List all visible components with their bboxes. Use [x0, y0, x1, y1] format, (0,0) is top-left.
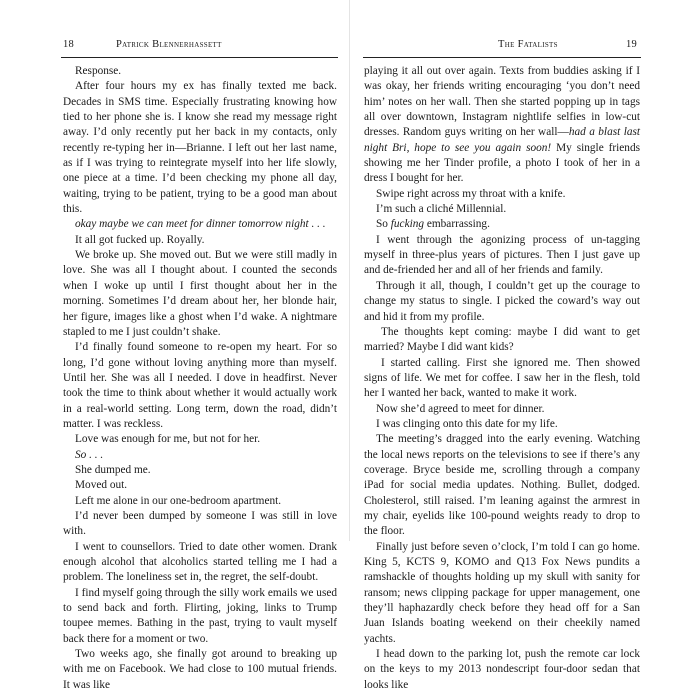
paragraph: playing it all out over again. Texts from buddies asking if I was okay, her friends writing encouraging ‘you don’t need him’ notes on her wall. Then she started popping up in tags all over downtown, Instagram nightlife selfies in low-cut dresses. Random guys writing on her wall—had a blast last night Bri, hope to see you again soon! My single friends showing me her Tinder profile, a photo I took of her in a dress I bought for her.	[364, 65, 641, 185]
paragraph: I find myself going through the silly work emails we used to send back and forth. Flirting, joking, links to Trump toupee memes. Bathing in the past, trying to vault myself back there for a moment or two.	[63, 586, 337, 645]
page-number: 18	[63, 39, 75, 50]
paragraph: I’d never been dumped by someone I was still in love with.	[63, 509, 337, 538]
paragraph: I started calling. First she ignored me. Then showed signs of life. We met for coffee. I saw her in the flesh, told her I wanted her back, wanted to make it work.	[364, 356, 640, 400]
paragraph: Two weeks ago, she finally got around to breaking up with me on Facebook. We had close to 100 mutual friends. It was like	[63, 648, 337, 691]
paragraph: We broke up. She moved out. But we were still madly in love. She was all I thought about. I counted the seconds when I woke up until I first thought about her in the morning. Sometimes I’d dream about her, her blonde hair, her figure, images like a ghost when I’d wake. A nightmare stapled to me I just couldn’t shake.	[63, 249, 337, 338]
left-page	[0, 0, 350, 691]
paragraph: Response.	[75, 65, 122, 77]
running-head-author: Patrick Blennerhassett	[116, 39, 222, 50]
paragraph: I went to counsellors. Tried to date other women. Drank enough alcohol that alcoholics started telling me I had a problem. The loneliness set in, the regret, the self-doubt.	[63, 540, 337, 584]
paragraph: I went through the agonizing process of un-tagging myself in three-plus years of pictures. Then I just gave up and de-friended her and all of her friends and family.	[364, 233, 640, 277]
paragraph: Left me alone in our one-bedroom apartment.	[75, 494, 282, 507]
paragraph: It all got fucked up. Royally.	[75, 233, 205, 246]
emphasis: fucking	[390, 218, 425, 231]
text-message: okay maybe we can meet for dinner tomorrow night . . .	[75, 218, 326, 231]
paragraph: The meeting’s dragged into the early evening. Watching the local news reports on the televisions to see if there’s any coverage. Bryce beside me, scrolling through a company iPad for social media updates. Nothing. Bullet, dodged. Cholesterol, still raised. I’m leaning against the armrest in my chair, eyelids like 100-pound weights ready to drop to the floor.	[364, 433, 640, 538]
wall-post: had a blast last night Bri, hope to see you again soon!	[364, 126, 641, 154]
paragraph: After four hours my ex has finally texted me back. Decades in SMS time. Especially frustrating knowing how tied to her phone she is. I know she read my message right away. I’d only recently put her back in my contacts, only recently re-typing her in—Brianne. I left out her last name, as if I was trying to reintegrate myself into her life slowly, one piece at a time. I’d been checking my phone all day, waiting, trying to be patient, trying to be a good man about this.	[63, 80, 337, 216]
paragraph: Now she’d agreed to meet for dinner.	[376, 402, 545, 415]
paragraph: The thoughts kept coming: maybe I did want to get married? Maybe I did want kids?	[364, 325, 640, 354]
paragraph: So fucking embarrassing.	[376, 218, 490, 231]
paragraph: Moved out.	[75, 479, 128, 492]
body-text	[364, 64, 640, 693]
paragraph: I’m such a cliché Millennial.	[376, 203, 507, 216]
running-head-title: The Fatalists	[498, 39, 558, 50]
paragraph: I’d finally found someone to re-open my heart. For so long, I’d gone without loving anything more than myself. Until her. She was all I needed. I dove in headfirst. Never took the time to think about whether it would actually work in a real-world setting. Long term, down the road, didn’t matter. I was reckless.	[63, 341, 337, 430]
paragraph: I head down to the parking lot, push the remote car lock on the keys to my 2013 nondescript four-door sedan that looks like	[364, 648, 640, 691]
paragraph	[63, 448, 337, 463]
header-rule	[363, 57, 641, 58]
paragraph	[63, 217, 337, 232]
body-text	[63, 64, 337, 693]
right-page	[350, 0, 700, 691]
header-rule	[61, 57, 338, 58]
paragraph: I was clinging onto this date for my life.	[376, 417, 558, 430]
paragraph: Love was enough for me, but not for her.	[75, 433, 261, 446]
page-number: 19	[626, 39, 638, 50]
paragraph: Finally just before seven o’clock, I’m told I can go home. King 5, KCTS 9, KOMO and Q13 Fox News pundits a ramshackle of thoughts holding up my skull with sanity for ransom; news clipping package for upper management, one they’ll haphazardly check before they head off for a San Juan Islands boating weekend on their cheekily named yachts.	[364, 540, 640, 645]
paragraph: She dumped me.	[75, 463, 151, 476]
paragraph: Through it all, though, I couldn’t get up the courage to change my status to single. I picked the coward’s way out and hid it from my profile.	[364, 279, 640, 323]
emphasis: So . . .	[75, 448, 104, 461]
paragraph: Swipe right across my throat with a knife.	[376, 187, 566, 200]
